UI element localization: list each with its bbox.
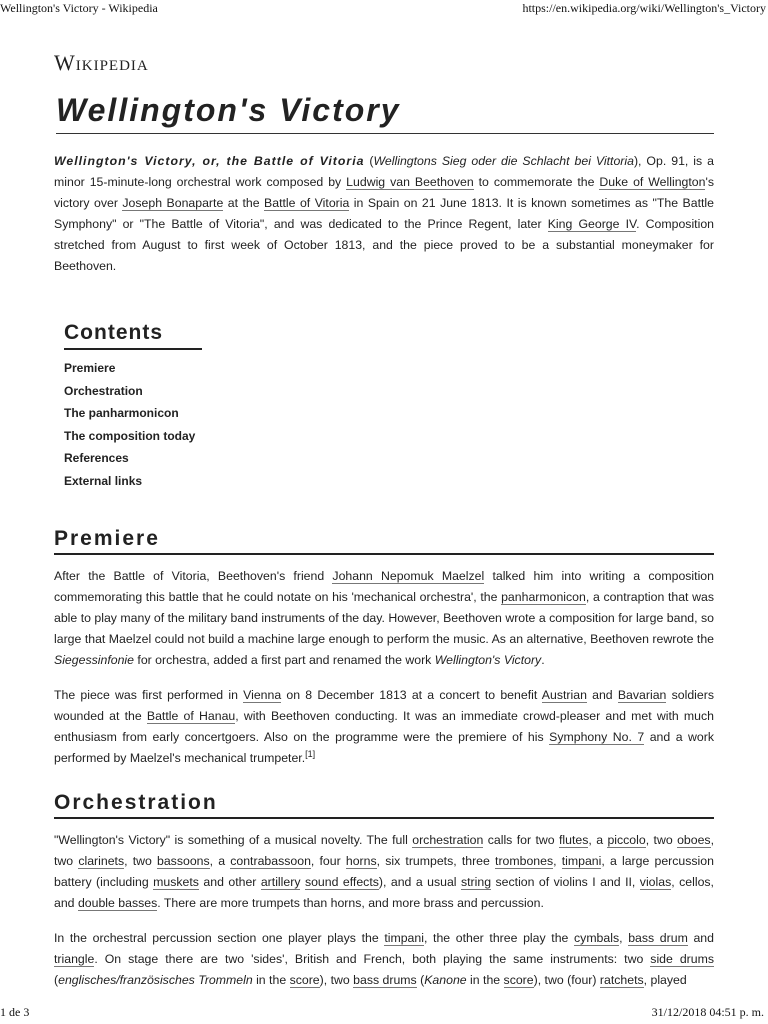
link-muskets[interactable]: muskets: [153, 874, 199, 889]
toc-item-orchestration[interactable]: Orchestration: [64, 383, 143, 398]
link-contrabassoon[interactable]: contrabassoon: [230, 853, 311, 868]
link-symphony-no-7[interactable]: Symphony No. 7: [549, 729, 645, 744]
link-cymbals[interactable]: cymbals: [574, 930, 620, 945]
link-bavarian[interactable]: Bavarian: [617, 687, 667, 702]
trommeln-term: englisches/französisches Trommeln: [58, 972, 253, 987]
orchestration-paragraph-2: In the orchestral percussion section one player plays the timpani, the other three play the cymbals, bass drum and triangle. On stage there are two 'sides', British and French, both playing the same instruments: two side drums (englisches/französisches Trommeln in the score), two bass drums (Kanone in the score), two (four) ratchets, played: [54, 930, 715, 987]
table-of-contents: [64, 321, 202, 493]
link-violas[interactable]: violas: [639, 874, 672, 889]
premiere-paragraph-2: The piece was first performed in Vienna on 8 December 1813 at a concert to benefit Austrian and Bavarian soldiers wounded at the Battle of Hanau, with Beethoven conducting. It was an immediate crowd-pleaser and met with much enthusiasm from early concertgoers. Also on the programme were the premiere of his Symphony No. 7 and a work performed by Maelzel's mechanical trumpeter.[1]: [54, 687, 714, 765]
link-battle-of-vitoria[interactable]: Battle of Vitoria: [264, 196, 350, 210]
toc-item-references[interactable]: References: [64, 451, 129, 466]
toc-item-panharmonicon[interactable]: The panharmonicon: [64, 406, 179, 421]
link-bassoons[interactable]: bassoons: [157, 853, 210, 868]
toc-item-external-links[interactable]: External links: [64, 473, 143, 488]
link-oboes[interactable]: oboes: [677, 832, 711, 847]
work-title: Wellington's Victory: [434, 652, 542, 667]
orchestration-paragraph-1: "Wellington's Victory" is something of a musical novelty. The full orchestration calls for two flutes, a piccolo, two oboes, two clarinets, two bassoons, a contrabassoon, four horns, six trumpets, three trombones, timpani, a large percussion battery (including muskets and other artillery sound effects), and a usual string section of violins I and II, violas, cellos, and double basses. There are more trumpets than horns, and more brass and percussion.: [54, 832, 714, 910]
toc-title: Contents: [64, 321, 202, 350]
toc-list: [64, 357, 202, 493]
article-content: [54, 50, 714, 991]
link-beethoven[interactable]: Ludwig van Beethoven: [346, 175, 474, 189]
link-battle-of-hanau[interactable]: Battle of Hanau: [146, 708, 236, 723]
link-double-basses[interactable]: double basses: [77, 895, 158, 910]
toc-item-premiere[interactable]: Premiere: [64, 361, 116, 375]
toc-item-composition-today[interactable]: The composition today: [64, 428, 196, 443]
link-trombones[interactable]: trombones: [495, 853, 554, 868]
print-url: https://en.wikipedia.org/wiki/Wellington's_Victory: [522, 1, 766, 15]
link-score-2[interactable]: score: [503, 972, 534, 987]
link-vienna[interactable]: Vienna: [243, 687, 282, 702]
page-count: 1 de 3: [0, 1005, 30, 1019]
print-page-title: Wellington's Victory - Wikipedia: [0, 1, 158, 15]
link-ratchets[interactable]: ratchets: [599, 972, 644, 987]
print-header: [0, 0, 768, 18]
heading-premiere: Premiere: [54, 527, 714, 555]
reference-1[interactable]: [1]: [305, 748, 316, 759]
lead-title: Wellington's Victory, or, the Battle of Vitoria: [54, 154, 365, 168]
link-bass-drum[interactable]: bass drum: [628, 930, 688, 945]
link-clarinets[interactable]: clarinets: [78, 853, 125, 868]
link-side-drums[interactable]: side drums: [650, 951, 715, 966]
link-duke-of-wellington[interactable]: Duke of Wellington: [599, 175, 706, 189]
kanone-term: Kanone: [424, 972, 467, 987]
link-bass-drums[interactable]: bass drums: [353, 972, 417, 987]
link-timpani[interactable]: timpani: [561, 853, 602, 868]
link-triangle[interactable]: triangle: [54, 951, 95, 966]
link-joseph-bonaparte[interactable]: Joseph Bonaparte: [122, 196, 224, 210]
wikipedia-logo: Wikipedia: [54, 50, 149, 75]
print-timestamp: 31/12/2018 04:51 p. m.: [651, 1005, 764, 1019]
premiere-paragraph-1: After the Battle of Vitoria, Beethoven's friend Johann Nepomuk Maelzel talked him into writing a composition commemorating this battle that he could notate on his 'mechanical orchestra', the panharmonicon, a contraption that was able to play many of the military band instruments of the day. However, Beethoven wrote a composition for large band, so large that Maelzel could not build a machine large enough to perform the music. As an alternative, Beethoven rewrote the Siegessinfonie for orchestra, added a first part and renamed the work Wellington's Victory.: [54, 568, 714, 667]
siegessinfonie: Siegessinfonie: [54, 652, 134, 667]
link-austrian[interactable]: Austrian: [541, 687, 587, 702]
link-artillery[interactable]: artillery: [260, 874, 301, 889]
link-panharmonicon[interactable]: panharmonicon: [501, 589, 586, 604]
german-title: Wellingtons Sieg oder die Schlacht bei Vittoria: [373, 154, 634, 168]
link-piccolo[interactable]: piccolo: [607, 832, 646, 847]
print-footer: [0, 1004, 768, 1024]
link-timpani-2[interactable]: timpani: [384, 930, 424, 945]
link-king-george-iv[interactable]: King George IV: [547, 217, 637, 231]
page-title: Wellington's Victory: [56, 92, 714, 134]
link-flutes[interactable]: flutes: [558, 832, 589, 847]
link-maelzel[interactable]: Johann Nepomuk Maelzel: [332, 568, 485, 583]
intro-paragraph: Wellington's Victory, or, the Battle of Vitoria (Wellingtons Sieg oder die Schlacht bei Vittoria), Op. 91, is a minor 15-minute-long orchestral work composed by Ludwig van Beethoven to commemorate the Duke of Wellington's victory over Joseph Bonaparte at the Battle of Vitoria in Spain on 21 June 1813. It is known sometimes as "The Battle Symphony" or "The Battle of Vitoria", and was dedicated to the Prince Regent, later King George IV. Composition stretched from August to first week of October 1813, and the piece proved to be a substantial moneymaker for Beethoven.: [54, 154, 714, 273]
link-orchestration[interactable]: orchestration: [412, 832, 484, 847]
link-score-1[interactable]: score: [289, 972, 320, 987]
link-string[interactable]: string: [460, 874, 492, 889]
link-sound-effects[interactable]: sound effects: [304, 874, 379, 889]
heading-orchestration: Orchestration: [54, 791, 714, 819]
link-horns[interactable]: horns: [345, 853, 377, 868]
